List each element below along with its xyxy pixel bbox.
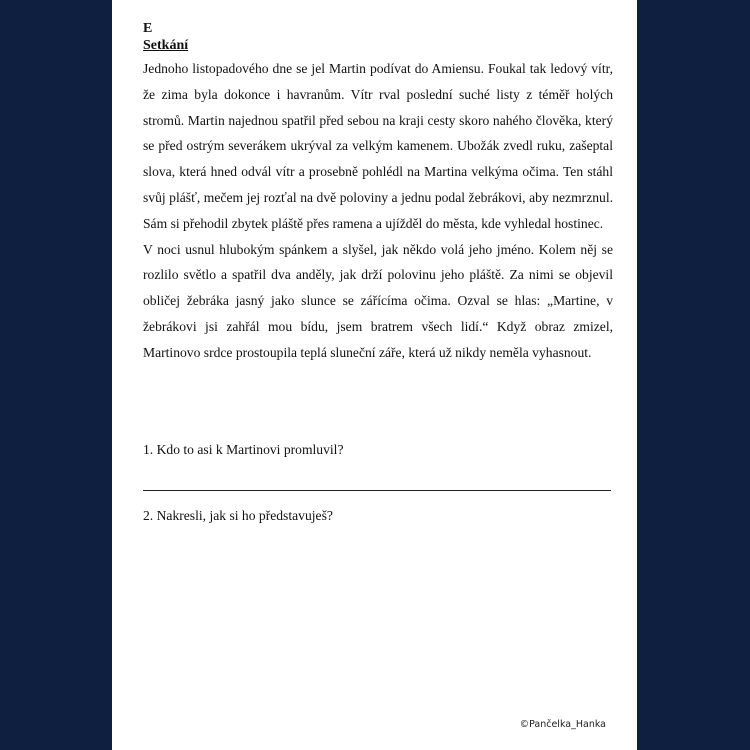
copyright-footer: ©Pančelka_Hanka: [519, 719, 606, 730]
story-title: Setkání: [143, 38, 189, 53]
answer-line[interactable]: [143, 490, 611, 491]
worksheet-page: [112, 0, 637, 750]
story-paragraph-2: V noci usnul hlubokým spánkem a slyšel, jak někdo volá jeho jméno. Kolem něj se rozlilo světlo a spatřil dva anděly, jak drží polovinu jeho pláště. Za nimi se objevil obličej žebráka jasný jako slunce se zářícíma očima. Ozval se hlas: „Martine, v žebrákovi jsi zahřál mou bídu, jsem bratrem všech lidí.“ Když obraz zmizel, Martinovo srdce prostoupila teplá sluneční záře, která už nikdy neměla vyhasnout.: [143, 241, 613, 360]
question-1: 1. Kdo to asi k Martinovi promluvil?: [143, 442, 344, 457]
story-content: [143, 20, 613, 366]
story-paragraph-1: Jednoho listopadového dne se jel Martin podívat do Amiensu. Foukal tak ledový vítr, že zima byla dokonce i havranům. Vítr rval poslední suché listy z téměř holých stromů. Martin najednou spatřil před sebou na kraji cesty skoro nahého člověka, který se před ostrým severákem ukrýval za velkým kamenem. Ubožák zvedl ruku, zašeptal slova, která hned odvál vítr a prosebně pohlédl na Martina velkýma očima. Ten stáhl svůj plášť, mečem jej rozťal na dvě poloviny a jednu podal žebrákovi, aby nezmrznul. Sám si přehodil zbytek pláště přes ramena a ujížděl do města, kde vyhledal hostinec.: [143, 61, 613, 231]
section-letter: E: [143, 21, 153, 36]
question-2: 2. Nakresli, jak si ho představuješ?: [143, 508, 333, 523]
